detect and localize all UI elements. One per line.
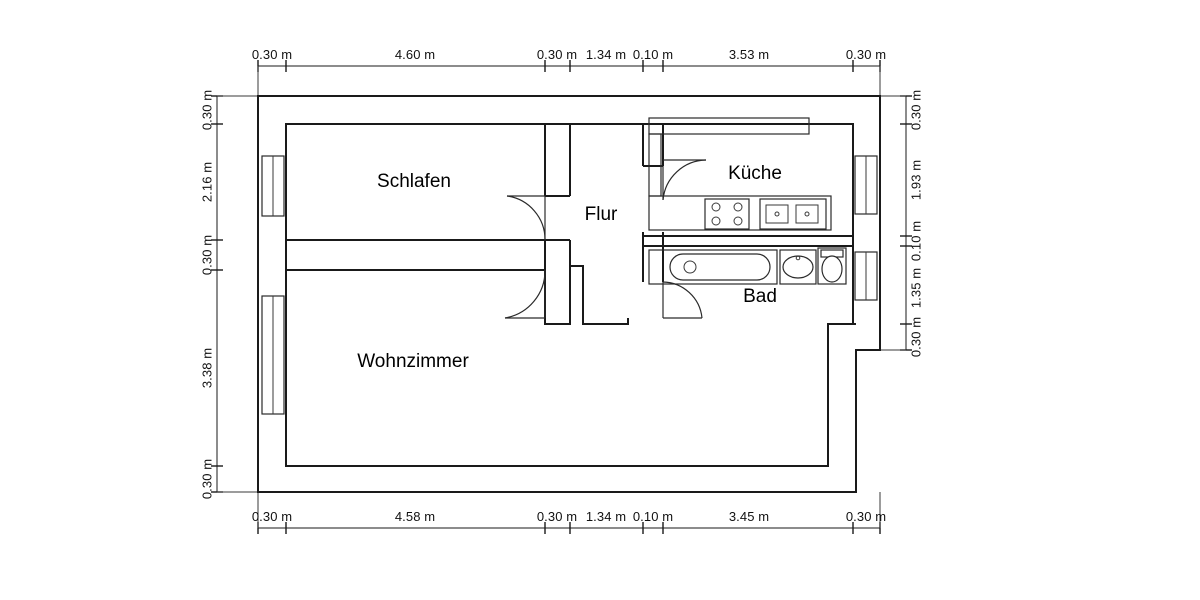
dim-left-2: 2.16 m [199,161,215,203]
toilet-fixture [818,248,846,284]
dimension-line-left [211,96,258,492]
room-label-schlafen: Schlafen [377,171,451,192]
dim-top-7: 0.30 m [845,47,887,62]
dim-right-3: 0.10 m [908,220,924,262]
dim-bottom-2: 4.58 m [394,509,436,524]
dim-bottom-4: 1.34 m [585,509,627,524]
dim-bottom-7: 0.30 m [845,509,887,524]
dimension-line-top [258,60,880,96]
room-label-flur: Flur [584,204,618,225]
dim-right-4: 1.35 m [908,267,924,309]
room-label-wohnzimmer: Wohnzimmer [357,351,469,372]
dim-bottom-3: 0.30 m [536,509,578,524]
bathtub-fixture [649,250,777,284]
door-bedroom [507,196,545,240]
room-label-bad: Bad [743,286,777,307]
dim-left-3: 0.30 m [199,234,215,276]
dim-top-2: 4.60 m [394,47,436,62]
washbasin-fixture [780,250,816,284]
door-livingroom [505,270,545,318]
dim-right-5: 0.30 m [908,316,924,358]
window-left-lower [262,296,284,414]
stove-fixture [705,199,749,229]
room-label-kueche: Küche [728,163,782,184]
door-bath [663,282,702,318]
dim-top-4: 1.34 m [585,47,627,62]
window-left-upper [262,156,284,216]
dimension-line-right [880,96,912,350]
dim-top-1: 0.30 m [251,47,293,62]
dim-left-5: 0.30 m [199,458,215,500]
sink-fixture [760,199,826,229]
dim-top-5: 0.10 m [632,47,674,62]
dim-top-3: 0.30 m [536,47,578,62]
dim-bottom-5: 0.10 m [632,509,674,524]
dim-bottom-6: 3.45 m [728,509,770,524]
dim-bottom-1: 0.30 m [251,509,293,524]
window-right-upper [855,156,877,214]
window-right-lower [855,252,877,300]
dim-top-6: 3.53 m [728,47,770,62]
dim-right-1: 0.30 m [908,89,924,131]
dim-left-1: 0.30 m [199,89,215,131]
dim-left-4: 3.38 m [199,347,215,389]
dim-right-2: 1.93 m [908,159,924,201]
door-kitchen [663,160,706,200]
